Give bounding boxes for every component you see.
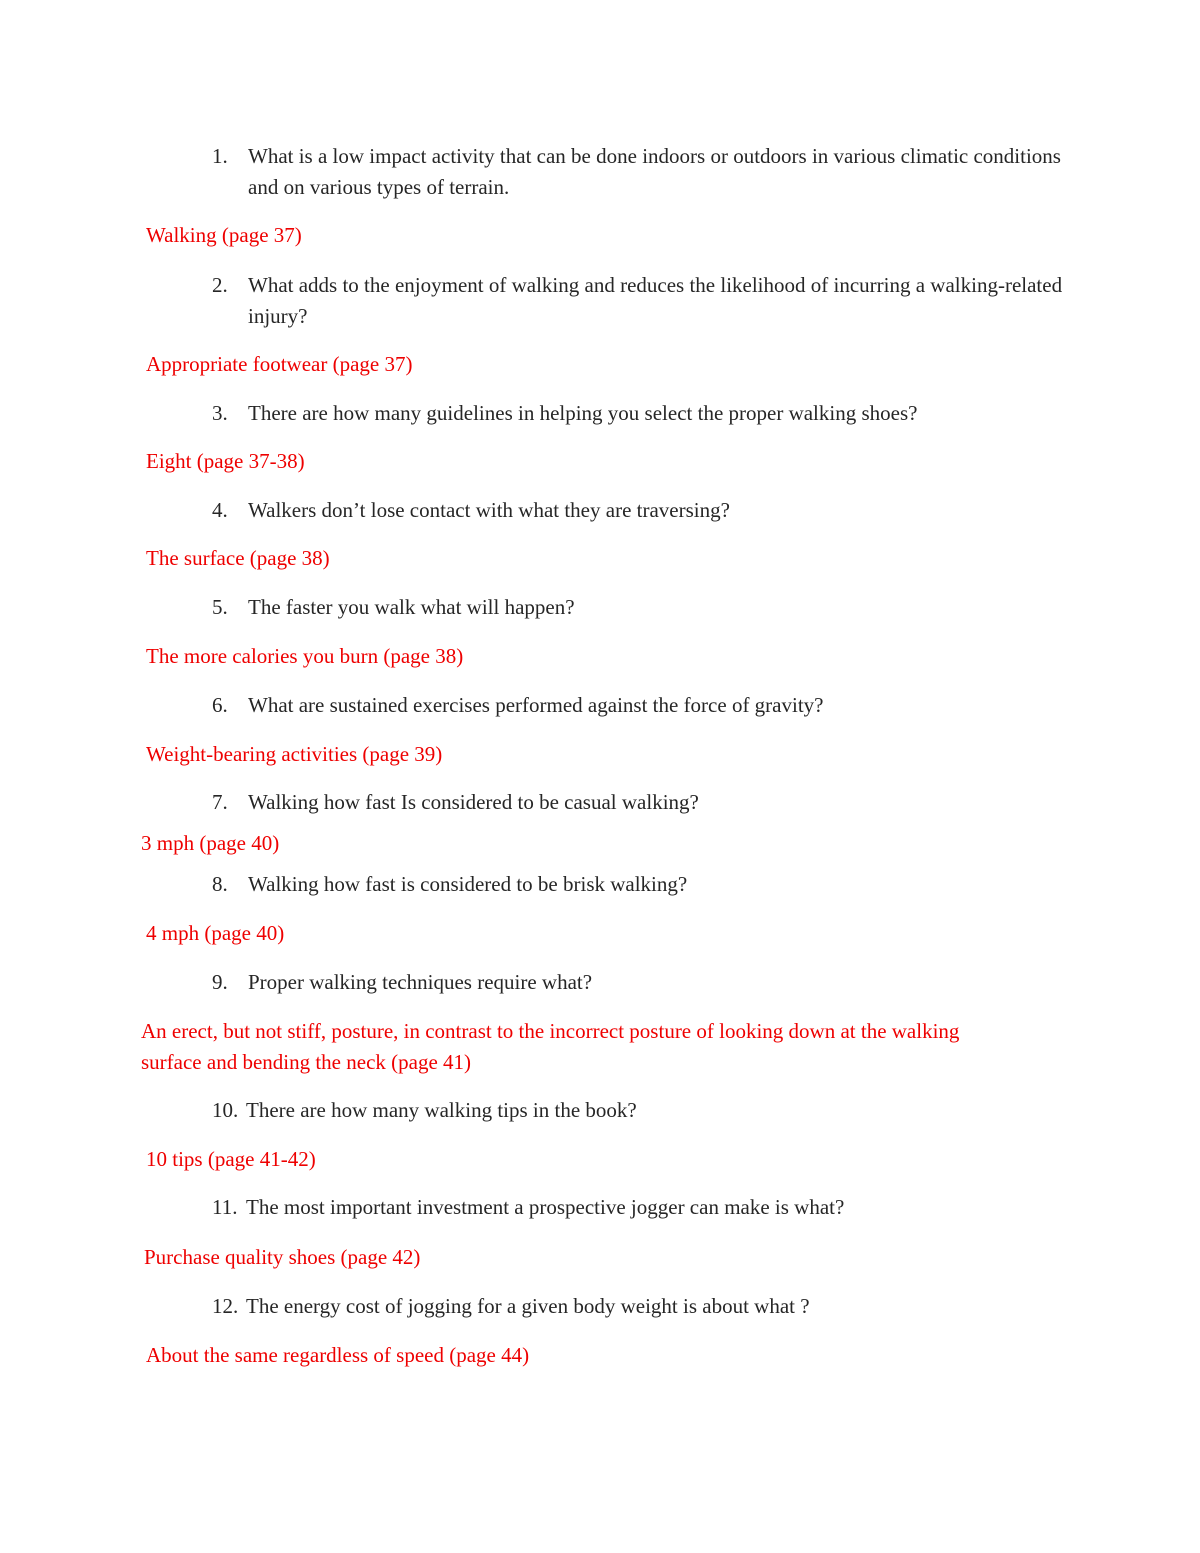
answer-12: About the same regardless of speed (page 44) <box>146 1343 530 1367</box>
answer-9: An erect, but not stiff, posture, in contrast to the incorrect posture of looking down at the walking surface and bending the neck (page 41) <box>141 1019 960 1074</box>
answer-4: The surface (page 38) <box>146 546 330 570</box>
question-number: 6. <box>212 693 228 717</box>
answer-7: 3 mph (page 40) <box>141 831 280 855</box>
question-text: There are how many guidelines in helping you select the proper walking shoes? <box>248 401 918 425</box>
answer-2: Appropriate footwear (page 37) <box>146 352 413 376</box>
question-text: The faster you walk what will happen? <box>248 595 575 619</box>
question-number: 4. <box>212 498 228 522</box>
question-number: 1. <box>212 144 228 168</box>
question-text: What is a low impact activity that can be done indoors or outdoors in various climatic conditions and on various types of terrain. <box>248 144 1061 199</box>
question-number: 8. <box>212 872 228 896</box>
question-text: There are how many walking tips in the book? <box>246 1098 637 1122</box>
question-number: 7. <box>212 790 228 814</box>
answer-6: Weight-bearing activities (page 39) <box>146 742 443 766</box>
answer-11: Purchase quality shoes (page 42) <box>144 1245 421 1269</box>
question-number: 10. <box>212 1098 239 1122</box>
question-text: Walkers don’t lose contact with what they are traversing? <box>248 498 730 522</box>
question-text: What adds to the enjoyment of walking and reduces the likelihood of incurring a walking-related injury? <box>248 273 1063 328</box>
question-text: The energy cost of jogging for a given body weight is about what ? <box>246 1294 810 1318</box>
question-number: 12. <box>212 1294 239 1318</box>
question-number: 5. <box>212 595 228 619</box>
question-number: 2. <box>212 273 228 297</box>
answer-3: Eight (page 37-38) <box>146 449 305 473</box>
question-text: What are sustained exercises performed against the force of gravity? <box>248 693 824 717</box>
answer-10: 10 tips (page 41-42) <box>146 1147 316 1171</box>
question-text: Proper walking techniques require what? <box>248 970 593 994</box>
question-number: 9. <box>212 970 228 994</box>
answer-5: The more calories you burn (page 38) <box>146 644 464 668</box>
question-text: Walking how fast Is considered to be casual walking? <box>248 790 699 814</box>
answer-1: Walking (page 37) <box>146 223 302 247</box>
question-text: The most important investment a prospective jogger can make is what? <box>246 1195 845 1219</box>
question-number: 3. <box>212 401 228 425</box>
question-text: Walking how fast is considered to be brisk walking? <box>248 872 688 896</box>
answer-8: 4 mph (page 40) <box>146 921 285 945</box>
question-number: 11. <box>212 1195 238 1219</box>
